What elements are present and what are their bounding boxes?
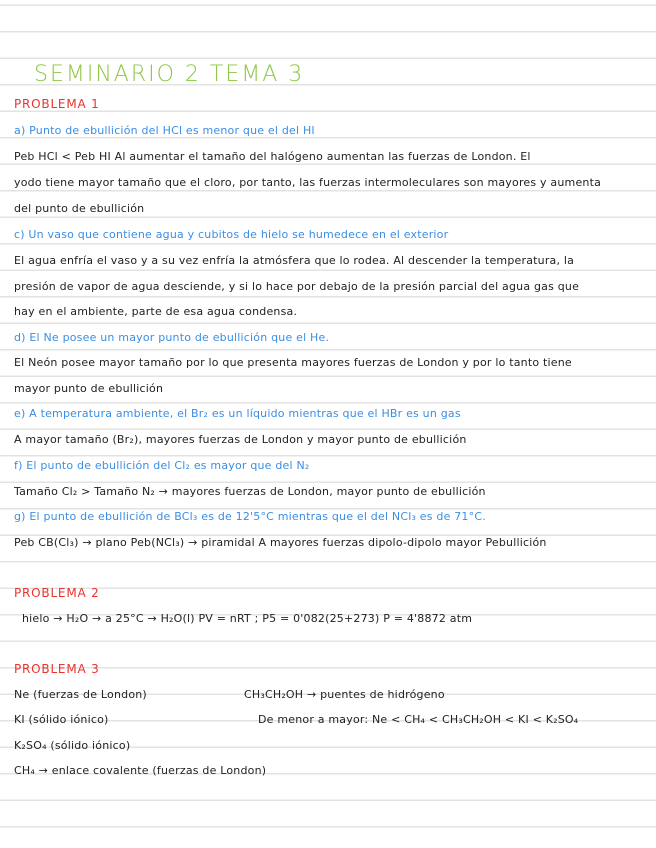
answer-d-line-2: mayor punto de ebullición [14,382,164,395]
question-c: c) Un vaso que contiene agua y cubitos de hielo se humedece en el exterior [14,228,449,241]
problem-3-row-3-left: K₂SO₄ (sólido iónico) [14,739,131,752]
question-a: a) Punto de ebullición del HCl es menor que el del HI [14,124,315,137]
problem-3-heading: PROBLEMA 3 [14,662,100,676]
answer-c-line-2: presión de vapor de agua desciende, y si lo hace por debajo de la presión parcial del agua gas que [14,280,580,293]
page-title: SEMINARIO 2 TEMA 3 [34,62,305,87]
problem-3-row-2-left: KI (sólido iónico) [14,713,109,726]
problem-3-row-2-right: De menor a mayor: Ne < CH₄ < CH₃CH₂OH < KI < K₂SO₄ [258,713,579,726]
answer-a-line-2: yodo tiene mayor tamaño que el cloro, por tanto, las fuerzas intermoleculares son mayores y aumenta [14,176,602,189]
answer-c-line-1: El agua enfría el vaso y a su vez enfría la atmósfera que lo rodea. Al descender la temperatura, la [14,254,575,267]
problem-1-heading: PROBLEMA 1 [14,97,100,111]
question-g: g) El punto de ebullición de BCl₃ es de 12'5°C mientras que el del NCl₃ es de 71°C. [14,510,486,523]
problem-3-row-1-right: CH₃CH₂OH → puentes de hidrógeno [244,688,445,701]
question-f: f) El punto de ebullición del Cl₂ es mayor que del N₂ [14,459,310,472]
answer-a-line-1: Peb HCl < Peb HI Al aumentar el tamaño del halógeno aumentan las fuerzas de London. El [14,150,531,163]
question-d: d) El Ne posee un mayor punto de ebullición que el He. [14,331,330,344]
answer-f-line-1: Tamaño Cl₂ > Tamaño N₂ → mayores fuerzas de London, mayor punto de ebullición [14,485,486,498]
answer-g-line-1: Peb CB(Cl₃) → plano Peb(NCl₃) → piramidal A mayores fuerzas dipolo-dipolo mayor Pebullición [14,536,547,549]
answer-d-line-1: El Neón posee mayor tamaño por lo que presenta mayores fuerzas de London y por lo tanto tiene [14,356,572,369]
problem-2-heading: PROBLEMA 2 [14,586,100,600]
answer-e-line-1: A mayor tamaño (Br₂), mayores fuerzas de London y mayor punto de ebullición [14,433,467,446]
problem-3-row-4-left: CH₄ → enlace covalente (fuerzas de London) [14,764,267,777]
answer-c-line-3: hay en el ambiente, parte de esa agua condensa. [14,305,298,318]
question-e: e) A temperatura ambiente, el Br₂ es un líquido mientras que el HBr es un gas [14,407,461,420]
problem-3-row-1-left: Ne (fuerzas de London) [14,688,147,701]
answer-a-line-3: del punto de ebullición [14,202,145,215]
problem-2-line: hielo → H₂O → a 25°C → H₂O(l) PV = nRT ; P5 = 0'082(25+273) P = 4'8872 atm [22,612,473,625]
